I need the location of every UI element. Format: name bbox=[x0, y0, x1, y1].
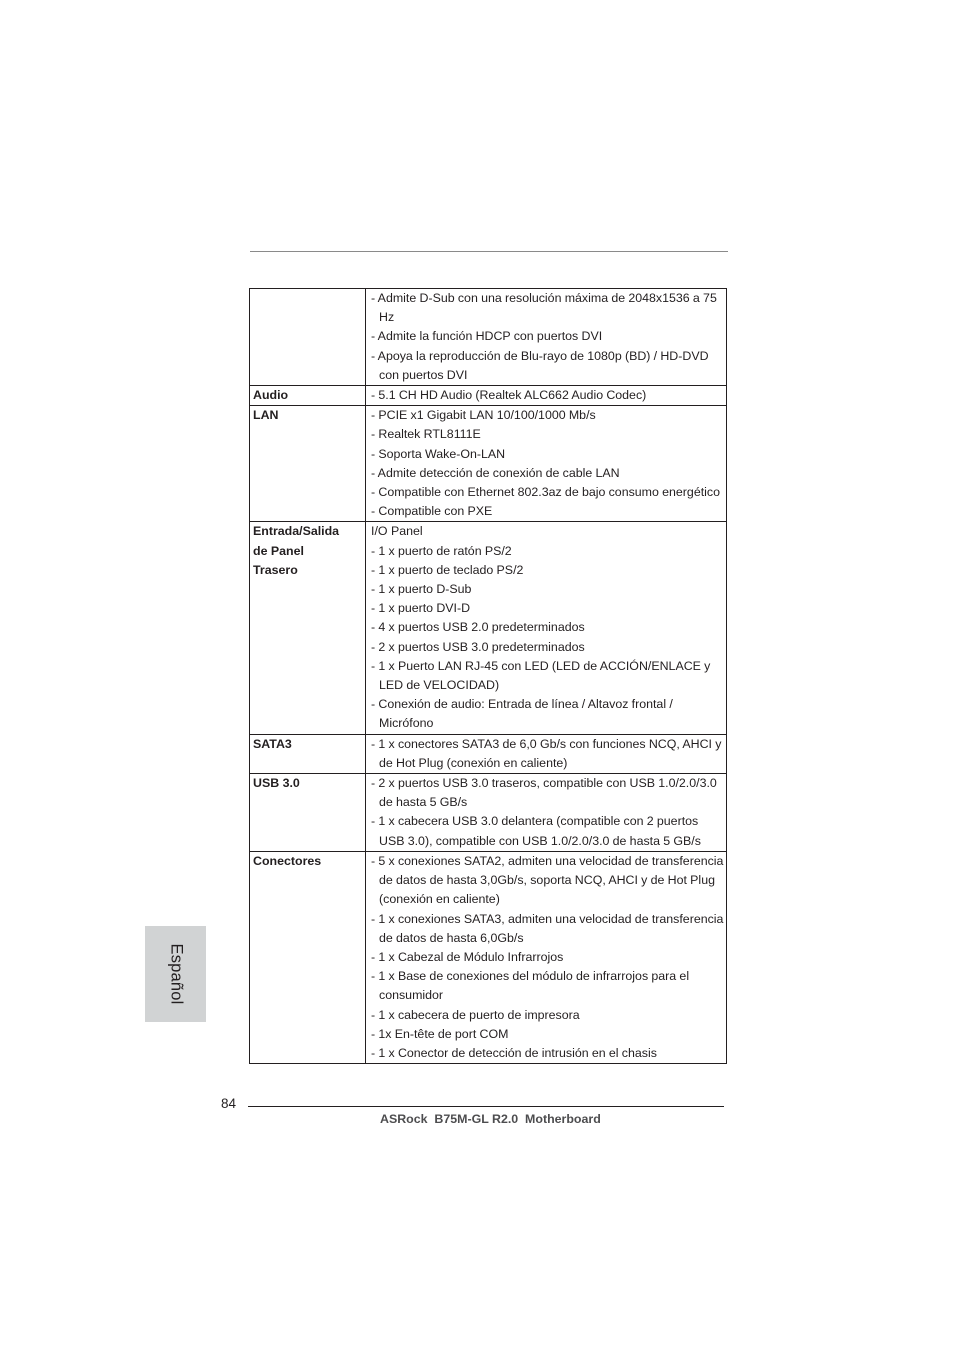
spec-item: - 1 x puerto de teclado PS/2 bbox=[371, 562, 524, 577]
spec-label-cell bbox=[250, 774, 366, 852]
spec-item: - 1 x puerto DVI-D bbox=[371, 601, 471, 616]
spec-row bbox=[250, 406, 727, 522]
spec-row bbox=[250, 774, 727, 852]
header-rule bbox=[250, 251, 728, 252]
spec-label-cell bbox=[250, 734, 366, 773]
page-number: 84 bbox=[221, 1096, 237, 1111]
spec-item: - 1 x Base de conexiones del módulo de infrarrojos para el consumidor bbox=[371, 969, 690, 1003]
spec-label: LAN bbox=[253, 408, 279, 423]
spec-label: Entrada/Salida bbox=[253, 524, 340, 539]
spec-label: SATA3 bbox=[253, 736, 292, 751]
language-tab-label: Español bbox=[167, 943, 185, 1005]
spec-item: - 2 x puertos USB 3.0 traseros, compatible con USB 1.0/2.0/3.0 de hasta 5 GB/s bbox=[371, 776, 717, 810]
spec-item: - 1 x Puerto LAN RJ-45 con LED (LED de ACCIÓN/ENLACE y LED de VELOCIDAD) bbox=[371, 658, 711, 693]
spec-item: - 1 x puerto de ratón PS/2 bbox=[371, 543, 512, 558]
spec-item: - Admite D-Sub con una resolución máxima de 2048x1536 a 75 Hz bbox=[371, 291, 717, 325]
spec-value-cell bbox=[366, 774, 727, 852]
spec-label: Conectores bbox=[253, 853, 322, 868]
spec-value-cell bbox=[366, 851, 727, 1063]
spec-item: - Compatible con Ethernet 802.3az de bajo consumo energético bbox=[371, 485, 720, 500]
spec-item: - 5.1 CH HD Audio (Realtek ALC662 Audio Codec) bbox=[371, 388, 647, 403]
spec-label: de Panel bbox=[253, 543, 304, 558]
spec-value-cell bbox=[366, 522, 727, 734]
spec-label-cell bbox=[250, 851, 366, 1063]
spec-label-cell bbox=[250, 386, 366, 406]
spec-row bbox=[250, 289, 727, 386]
footer-title: ASRock B75M-GL R2.0 Motherboard bbox=[380, 1112, 601, 1126]
spec-label-cell bbox=[250, 406, 366, 522]
spec-item: - 1 x conectores SATA3 de 6,0 Gb/s con funciones NCQ, AHCI y de Hot Plug (conexión en caliente) bbox=[371, 736, 722, 770]
spec-label: Audio bbox=[253, 388, 289, 403]
spec-row bbox=[250, 386, 727, 406]
spec-value-cell bbox=[366, 734, 727, 773]
spec-item: - 1 x cabecera de puerto de impresora bbox=[371, 1007, 580, 1022]
spec-item: - Conexión de audio: Entrada de línea / Altavoz frontal / Micrófono bbox=[371, 697, 673, 731]
language-side-tab bbox=[145, 926, 206, 1022]
footer-rule bbox=[248, 1106, 724, 1107]
spec-item: - Admite detección de conexión de cable LAN bbox=[371, 465, 620, 480]
spec-item: - 5 x conexiones SATA2, admiten una velocidad de transferencia de datos de hasta 3,0Gb/s, soporta NCQ, AHCI y de Hot Plug (conexión en caliente) bbox=[371, 853, 724, 907]
spec-label-cell bbox=[250, 522, 366, 734]
spec-label: USB 3.0 bbox=[253, 776, 300, 791]
spec-item: - 1 x Cabezal de Módulo Infrarrojos bbox=[371, 949, 564, 964]
spec-row bbox=[250, 851, 727, 1063]
spec-table-body bbox=[250, 289, 727, 1064]
spec-value-cell bbox=[366, 406, 727, 522]
spec-value-cell bbox=[366, 386, 727, 406]
spec-label: Trasero bbox=[253, 562, 298, 577]
spec-item: - Soporta Wake-On-LAN bbox=[371, 446, 506, 461]
spec-item: - 1 x conexiones SATA3, admiten una velocidad de transferencia de datos de hasta 6,0Gb/s bbox=[371, 911, 724, 945]
spec-item: - Realtek RTL8111E bbox=[371, 427, 481, 442]
spec-item: - Apoya la reproducción de Blu-rayo de 1080p (BD) / HD-DVD con puertos DVI bbox=[371, 348, 709, 382]
spec-value-cell bbox=[366, 289, 727, 386]
spec-item: - 1 x puerto D-Sub bbox=[371, 582, 472, 597]
spec-item: - 2 x puertos USB 3.0 predeterminados bbox=[371, 639, 585, 654]
spec-item: - 4 x puertos USB 2.0 predeterminados bbox=[371, 620, 585, 635]
spec-subheading: I/O Panel bbox=[371, 524, 423, 539]
spec-item: - PCIE x1 Gigabit LAN 10/100/1000 Mb/s bbox=[371, 408, 596, 423]
spec-row bbox=[250, 522, 727, 734]
spec-item: - 1 x cabecera USB 3.0 delantera (compatible con 2 puertos USB 3.0), compatible con USB 1.0/2.0/3.0 de hasta 5 GB/s bbox=[371, 814, 701, 848]
spec-item: - Admite la función HDCP con puertos DVI bbox=[371, 329, 603, 344]
spec-item: - 1x En-tête de port COM bbox=[371, 1026, 509, 1041]
spec-item: - 1 x Conector de detección de intrusión en el chasis bbox=[371, 1045, 657, 1060]
spec-row bbox=[250, 734, 727, 773]
spec-item: - Compatible con PXE bbox=[371, 504, 493, 519]
spec-label-cell bbox=[250, 289, 366, 386]
spec-table bbox=[249, 288, 727, 1064]
